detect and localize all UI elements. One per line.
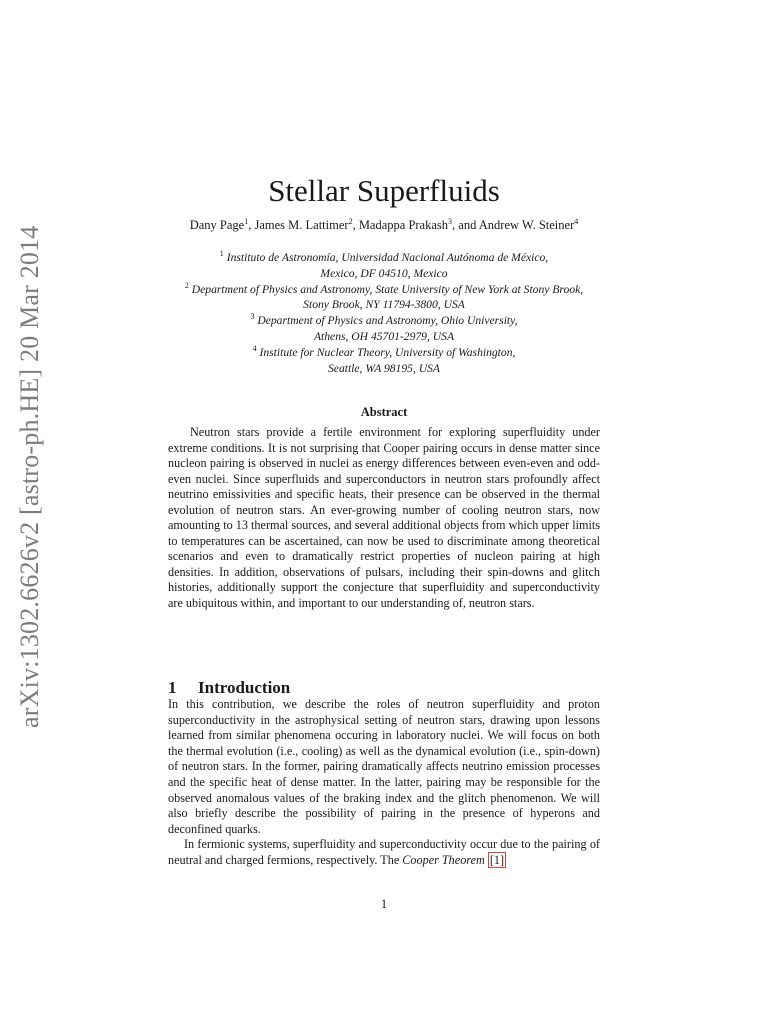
abstract-text: Neutron stars provide a fertile environment for exploring superfluidity under extreme conditions. It is not surprising that Cooper pairing occurs in dense matter since nucleon pairing is observed in nuclei as energy differences between even-even and odd-even nuclei. Since superfluids and superconductors in neutron stars profoundly affect neutrino emissivities and specific heats, their presence can be observed in the thermal evolution of neutron stars. An ever-growing number of cooling neutron stars, now amounting to 13 thermal sources, and several additional objects from which upper limits to temperatures can be ascertained, can now be used to discriminate among theoretical scenarios and even to dramatically restrict properties of nucleon pairing at high densities. In addition, observations of pulsars, including their spin-downs and glitch histories, additionally support the conjecture that superfluidity and superconductivity are ubiquitous within, and important to our understanding of, neutron stars. xyxy=(168,425,600,610)
affiliation-text: Department of Physics and Astronomy, State University of New York at Stony Brook, xyxy=(191,282,584,296)
intro-paragraph-1: In this contribution, we describe the roles of neutron superfluidity and proton superconductivity in the astrophysical setting of neutron stars, drawing upon lessons learned from similar phenomena occuring in laboratory nuclei. We will focus on both the thermal evolution (i.e., cooling) as well as the dynamical evolution (i.e., spin-down) of neutron stars. In the former, pairing dramatically affects neutrino emission processes and the specific heat of dense matter. In the latter, pairing may be responsible for the observed anomalous values of the braking index and the glitch phenomenon. We will also briefly describe the possibility of pairing in the presence of hyperons and deconfined quarks. xyxy=(168,697,600,836)
arxiv-identifier: arXiv:1302.6626v2 [astro-ph.HE] 20 Mar 2014 xyxy=(15,225,44,728)
author-separator: , xyxy=(352,218,359,232)
introduction-body xyxy=(168,697,600,869)
affiliation-mark: 2 xyxy=(184,280,189,290)
affiliation-mark: 4 xyxy=(252,343,257,353)
author-name: Dany Page xyxy=(189,218,245,232)
author-separator: , xyxy=(248,218,255,232)
affiliation-line xyxy=(0,250,768,266)
author-name: Madappa Prakash xyxy=(358,218,449,232)
affiliation-mark: 1 xyxy=(219,249,224,259)
page-number: 1 xyxy=(380,897,388,911)
affiliation-mark: 3 xyxy=(250,312,255,322)
affiliation-text: Department of Physics and Astronomy, Ohio University, xyxy=(257,314,518,328)
author-mark: 3 xyxy=(448,216,453,226)
affiliation-text: Institute for Nuclear Theory, University of Washington, xyxy=(259,345,516,359)
section-heading xyxy=(168,678,290,698)
affiliation-address: Athens, OH 45701-2979, USA xyxy=(313,329,455,343)
author-list xyxy=(0,218,768,233)
intro-paragraph-2-text: In fermionic systems, superfluidity and superconductivity occur due to the pairing of neutral and charged fermions, respectively. The xyxy=(168,837,600,867)
paper-title: Stellar Superfluids xyxy=(268,172,500,208)
cooper-theorem-term: Cooper Theorem xyxy=(402,852,485,867)
author-separator: , and xyxy=(452,218,479,232)
affiliation-address: Mexico, DF 04510, Mexico xyxy=(320,266,448,280)
author-name: James M. Lattimer xyxy=(254,218,349,232)
citation-link[interactable]: [1] xyxy=(489,852,505,867)
affiliation-line xyxy=(0,282,768,298)
author-mark: 1 xyxy=(244,216,249,226)
author-name: Andrew W. Steiner xyxy=(478,218,575,232)
author-mark: 2 xyxy=(348,216,353,226)
intro-paragraph-2 xyxy=(168,837,600,868)
author-mark: 4 xyxy=(574,216,579,226)
section-title: Introduction xyxy=(198,678,291,698)
affiliation-text: Instituto de Astronomía, Universidad Nacional Autónoma de México, xyxy=(226,251,549,264)
affiliation-list xyxy=(0,250,768,376)
affiliation-line xyxy=(0,313,768,329)
abstract-heading: Abstract xyxy=(360,405,408,419)
affiliation-address: Stony Brook, NY 11794-3800, USA xyxy=(303,298,465,312)
affiliation-address: Seattle, WA 98195, USA xyxy=(328,361,440,375)
citation-number: 1 xyxy=(493,852,500,867)
affiliation-line xyxy=(0,345,768,361)
section-number: 1 xyxy=(168,678,177,698)
